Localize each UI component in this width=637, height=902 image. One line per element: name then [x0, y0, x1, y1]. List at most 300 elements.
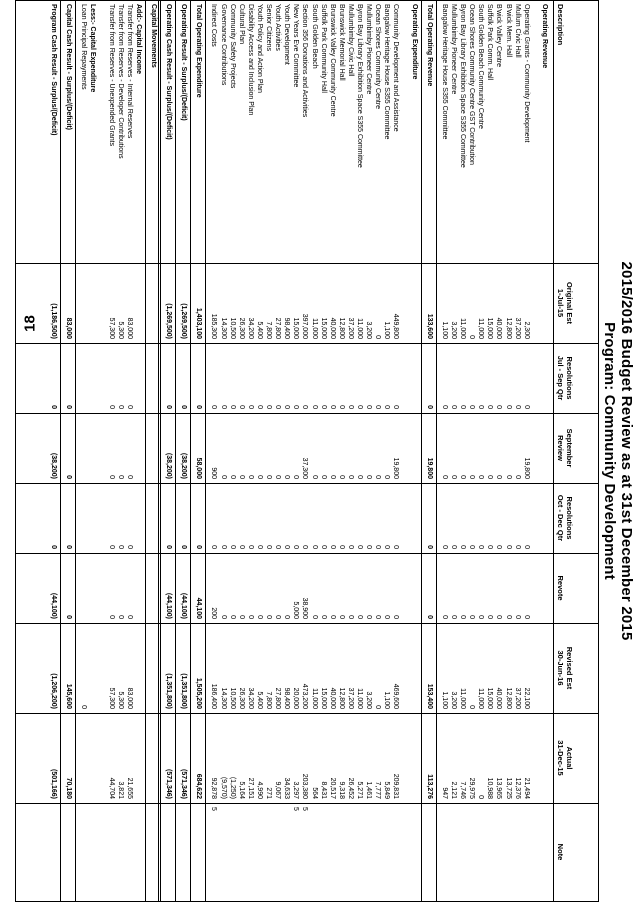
header-original-est: Original Est 1-Jul-15	[556, 281, 574, 325]
row-value: 11,000	[477, 318, 485, 339]
row-value: 0	[477, 545, 485, 549]
row-value: 0	[459, 545, 467, 549]
row-value: 0	[328, 475, 336, 479]
header-september-review: September Review	[556, 428, 574, 468]
row-value: 0	[513, 405, 521, 409]
header-revote: Revote	[556, 575, 566, 601]
row-value: (571,346)	[165, 769, 173, 799]
row-value: 0	[356, 615, 364, 619]
row-value: 0	[237, 475, 245, 479]
row-value: 0	[292, 545, 300, 549]
row-value: 2,300	[522, 321, 530, 339]
row-value: 0	[265, 615, 273, 619]
row-value: 0	[246, 405, 254, 409]
row-value: 3,200	[450, 321, 457, 339]
row-value: 44,704	[107, 777, 115, 799]
row-value: 0	[125, 405, 133, 409]
row-value: 0	[319, 615, 327, 619]
table-row	[424, 1, 433, 901]
row-description: South Golden Beach Community Centre	[477, 4, 485, 129]
row-value: 0	[65, 545, 73, 549]
row-note: 5	[210, 807, 218, 811]
row-value: 0	[328, 615, 336, 619]
row-value: 0	[195, 545, 203, 549]
row-value: 0	[486, 545, 494, 549]
row-value: 0	[319, 405, 327, 409]
row-value: 0	[165, 405, 173, 409]
row-value: 40,000	[328, 687, 336, 709]
row-description: Senior Citizens	[265, 4, 273, 52]
row-description: Youth Activities	[274, 4, 282, 51]
row-value: 83,000	[65, 317, 73, 339]
table-row	[494, 1, 503, 901]
row-value: 26,300	[237, 687, 245, 709]
row-value: 0	[265, 405, 273, 409]
row-value: 3,200	[450, 691, 457, 709]
row-value: 0	[274, 405, 282, 409]
row-value: 0	[374, 545, 382, 549]
header-description: Description	[556, 4, 566, 46]
table-row	[391, 1, 400, 901]
row-value: 0	[450, 475, 457, 479]
row-value: 0	[228, 405, 236, 409]
row-value: 15,000	[292, 317, 300, 339]
row-value: 0	[180, 405, 188, 409]
row-description: Transfer from Reserves - Unexpended Grants	[107, 4, 115, 147]
row-value: 0	[468, 405, 476, 409]
row-rule	[421, 1, 422, 901]
row-value: 0	[310, 545, 318, 549]
row-value: 0	[337, 405, 345, 409]
row-description: Operating Expenditure	[410, 4, 418, 80]
row-value: 34,200	[246, 317, 254, 339]
row-value: 21,655	[125, 777, 133, 799]
row-value: 92,878	[210, 777, 218, 799]
row-value: 0	[219, 615, 227, 619]
row-value: 37,200	[347, 687, 354, 709]
row-value: (9,570)	[219, 776, 227, 799]
row-value: (571,346)	[180, 769, 188, 799]
row-value: 0	[459, 405, 467, 409]
row-value: 900	[210, 467, 218, 479]
row-value: 22,100	[522, 687, 530, 709]
table-row	[273, 1, 282, 901]
row-value: (501,166)	[50, 769, 58, 799]
table-row	[309, 1, 318, 901]
table-row	[149, 1, 158, 901]
row-value: (44,100)	[165, 592, 173, 619]
row-value: 12,800	[337, 317, 345, 339]
row-value: 2,121	[450, 781, 457, 799]
row-value: 0	[440, 545, 448, 549]
row-value: 0	[383, 615, 391, 619]
table-row	[255, 1, 264, 901]
row-value: 0	[440, 475, 448, 479]
row-value: 0	[301, 545, 309, 549]
row-value: 9,067	[274, 781, 282, 799]
table-row	[530, 1, 539, 901]
row-description: Mullumbimby Civic Hall	[347, 4, 354, 77]
row-value: 0	[356, 545, 364, 549]
table-row	[97, 1, 106, 901]
row-description: Transfer from Reserves - Internal Reserves	[125, 4, 133, 139]
row-value: 145,600	[65, 683, 73, 709]
table-row	[194, 1, 203, 901]
row-value: 26,452	[347, 777, 354, 799]
row-description: Total Operating Revenue	[425, 4, 433, 87]
row-value: 0	[450, 545, 457, 549]
row-value: 15,000	[486, 317, 494, 339]
row-value: 0	[356, 405, 364, 409]
row-value: 5,164	[237, 781, 245, 799]
row-value: 12,800	[504, 687, 512, 709]
row-value: 0	[125, 545, 133, 549]
row-value: 11,000	[459, 688, 467, 709]
row-rule	[75, 1, 76, 901]
row-value: 5,000	[292, 601, 300, 619]
row-value: 3,200	[365, 321, 373, 339]
row-value: 3,821	[116, 781, 124, 799]
table-row	[218, 1, 227, 901]
row-value: (44,100)	[180, 592, 188, 619]
row-value: 0	[365, 615, 373, 619]
row-value: 0	[219, 545, 227, 549]
table-row	[115, 1, 124, 901]
row-value: 0	[522, 545, 530, 549]
row-value: 0	[116, 405, 124, 409]
row-value: 0	[468, 475, 476, 479]
row-value: 7,800	[265, 321, 273, 339]
row-value: 0	[319, 545, 327, 549]
row-description: Operating Result - Surplus/(Deficit)	[180, 4, 188, 121]
table-row	[467, 1, 476, 901]
row-value: 0	[265, 475, 273, 479]
row-value: 0	[310, 615, 318, 619]
row-value: 3,200	[365, 691, 373, 709]
row-value: 0	[125, 615, 133, 619]
row-value: 0	[337, 475, 345, 479]
row-value: 0	[256, 545, 263, 549]
row-value: 0	[283, 615, 291, 619]
row-value: 9,318	[337, 781, 345, 799]
header-actual: Actual 31-Dec-15	[556, 740, 574, 776]
row-value: 0	[425, 545, 433, 549]
row-description: Loan Principal Repayments	[80, 4, 88, 90]
page-number: 18	[21, 315, 39, 332]
row-rule	[175, 1, 176, 901]
table-row	[512, 1, 521, 901]
row-value: 0	[392, 545, 400, 549]
table-row	[264, 1, 273, 901]
row-description: Mullumbimby Pioneer Centre	[365, 4, 373, 95]
row-description: Indirect Costs	[210, 4, 218, 47]
row-description: Mullum Civic Hall	[513, 4, 521, 58]
row-value: 57,300	[107, 317, 115, 339]
row-value: 0	[468, 615, 476, 619]
table-row	[291, 1, 300, 901]
row-value: 0	[347, 405, 354, 409]
row-value: 0	[522, 405, 530, 409]
row-value: 0	[504, 615, 512, 619]
row-value: 0	[246, 545, 254, 549]
row-value: 14,300	[219, 317, 227, 339]
row-value: 0	[228, 615, 236, 619]
header-rule	[553, 1, 554, 901]
row-value: 0	[486, 405, 494, 409]
row-rule	[145, 1, 146, 901]
row-description: Mullumbimby Pioneer Centre	[450, 4, 457, 95]
row-value: 0	[292, 475, 300, 479]
row-value: 0	[504, 475, 512, 479]
row-value: 5,300	[116, 691, 124, 709]
table-row	[179, 1, 188, 901]
row-value: 0	[310, 405, 318, 409]
header-note: Note	[556, 843, 566, 861]
row-value: 0	[365, 475, 373, 479]
row-value: 11,000	[459, 318, 467, 339]
row-rule	[436, 1, 437, 901]
table-row	[209, 1, 218, 901]
row-value: 0	[125, 475, 133, 479]
table-row	[521, 1, 530, 901]
row-value: 34,200	[246, 687, 254, 709]
row-value: 98,400	[283, 687, 291, 709]
row-description: Ocean Shores Community Centre GST Contribution	[468, 4, 476, 165]
row-value: 0	[246, 475, 254, 479]
row-value: 3,297	[292, 781, 300, 799]
row-value: 8,431	[319, 781, 327, 799]
table-row	[449, 1, 458, 901]
row-value: 4,990	[256, 781, 263, 799]
table-row	[49, 1, 58, 901]
row-description: B'wick Valley Centre	[495, 4, 503, 68]
row-value: 34,633	[283, 777, 291, 799]
row-value: 21,494	[522, 777, 530, 799]
row-value: 83,000	[125, 317, 133, 339]
row-note: 5	[292, 807, 300, 811]
row-description: Youth Policy and Action Plan	[256, 4, 263, 93]
row-value: 27,800	[274, 687, 282, 709]
table-row	[346, 1, 355, 901]
row-value: 0	[219, 475, 227, 479]
row-description: New Years Eve Committee	[292, 4, 300, 88]
row-value: 0	[374, 615, 382, 619]
row-value: 564	[310, 787, 318, 799]
row-value: 203,380	[301, 773, 309, 799]
row-value: 12,800	[337, 687, 345, 709]
row-value: 0	[504, 405, 512, 409]
row-value: (38,200)	[165, 452, 173, 479]
row-description: Bangalow Heritage House S355 Committee	[440, 4, 448, 140]
row-value: 0	[274, 475, 282, 479]
row-description: Bangalow Heritage House S355 Committee	[383, 4, 391, 140]
row-value: 0	[477, 405, 485, 409]
row-value: 20,000	[292, 687, 300, 709]
row-value: 10,988	[486, 777, 494, 799]
row-value: 271	[265, 787, 273, 799]
table-row	[355, 1, 364, 901]
row-value: (1,269,500)	[180, 303, 188, 339]
table-row	[336, 1, 345, 901]
row-value: 0	[301, 405, 309, 409]
row-value: 37,200	[513, 687, 521, 709]
row-value: 0	[383, 405, 391, 409]
row-rule	[60, 1, 61, 901]
table-row	[476, 1, 485, 901]
row-value: 0	[237, 405, 245, 409]
row-value: 12,800	[504, 317, 512, 339]
row-value: (1,186,500)	[50, 303, 58, 339]
row-value: 0	[440, 405, 448, 409]
table-row	[540, 1, 549, 901]
table-row	[458, 1, 467, 901]
row-value: 449,800	[392, 313, 400, 339]
row-value: 397,000	[301, 313, 309, 339]
row-value: 0	[337, 545, 345, 549]
row-value: 0	[80, 705, 88, 709]
page-title: 2015/2016 Budget Review as at 31st December 2015	[618, 261, 635, 641]
row-rule	[205, 1, 206, 901]
row-value: 1,461	[365, 781, 373, 799]
row-value: 0	[495, 615, 503, 619]
row-value: 0	[425, 615, 433, 619]
row-value: 0	[468, 545, 476, 549]
row-value: 37,300	[301, 457, 309, 479]
row-value: 0	[392, 615, 400, 619]
row-value: 0	[383, 545, 391, 549]
row-description: Suffolk Park Community Hall	[319, 4, 327, 93]
row-value: 1,100	[383, 321, 391, 339]
row-value: 11,000	[310, 688, 318, 709]
row-value: 70,180	[65, 777, 73, 799]
row-value: (38,200)	[50, 452, 58, 479]
row-value: 0	[210, 405, 218, 409]
row-value: 0	[450, 405, 457, 409]
row-value: (1,351,800)	[180, 673, 188, 709]
row-value: 27,800	[274, 317, 282, 339]
row-value: 0	[180, 545, 188, 549]
row-value: 186,400	[210, 683, 218, 709]
row-value: 14,300	[219, 687, 227, 709]
row-value: 37,200	[513, 317, 521, 339]
row-value: 0	[337, 615, 345, 619]
table-row	[245, 1, 254, 901]
row-value: 26,300	[237, 317, 245, 339]
row-description: Governance Contributions	[219, 4, 227, 86]
row-value: 37,200	[347, 317, 354, 339]
row-value: 0	[374, 475, 382, 479]
row-value: 0	[65, 405, 73, 409]
table-row	[327, 1, 336, 901]
row-value: 11,000	[356, 318, 364, 339]
row-value: (44,100)	[50, 592, 58, 619]
row-value: 0	[165, 545, 173, 549]
row-value: 0	[392, 405, 400, 409]
row-value: 0	[383, 475, 391, 479]
row-description: Capital Cash Result - Surplus/(Deficit)	[65, 4, 73, 131]
row-value: 7,800	[265, 691, 273, 709]
table-row	[300, 1, 309, 901]
row-value: 19,800	[425, 457, 433, 479]
row-value: 0	[210, 545, 218, 549]
row-value: 40,000	[328, 317, 336, 339]
row-description: Disability Access and Inclusion Plan	[246, 4, 254, 116]
table-row	[400, 1, 409, 901]
row-value: 0	[246, 615, 254, 619]
row-description: Total Operating Expenditure	[195, 4, 203, 98]
row-value: 12,376	[513, 777, 521, 799]
row-value: 15,000	[486, 687, 494, 709]
row-value: 0	[468, 335, 476, 339]
row-description: Community Development and Assistance	[392, 4, 400, 132]
row-value: 0	[477, 475, 485, 479]
table-row	[88, 1, 97, 901]
table-row	[79, 1, 88, 901]
row-value: 0	[107, 545, 115, 549]
row-value: 7,777	[374, 781, 382, 799]
header-resolutions-jul-sep: Resolutions Jul - Sep Qtr	[556, 355, 574, 401]
row-value: 83,000	[125, 687, 133, 709]
row-value: 0	[116, 615, 124, 619]
row-value: 0	[347, 475, 354, 479]
table-row	[485, 1, 494, 901]
table-row	[318, 1, 327, 901]
row-value: 10,500	[228, 317, 236, 339]
row-value: 5,849	[383, 781, 391, 799]
header-revised-est: Revised Est 30-Jun-16	[556, 646, 574, 690]
row-description: South Golden Beach	[310, 4, 318, 69]
row-value: 40,000	[495, 317, 503, 339]
row-value: 0	[256, 475, 263, 479]
row-value: 0	[283, 405, 291, 409]
row-value: 1,505,200	[195, 677, 203, 709]
row-value: 0	[477, 795, 485, 799]
row-rule	[190, 1, 191, 901]
row-value: 0	[195, 405, 203, 409]
row-value: 133,600	[425, 313, 433, 339]
row-value: 0	[50, 545, 58, 549]
row-value: 0	[347, 615, 354, 619]
table-row	[134, 1, 143, 901]
row-description: Capital Movements	[150, 4, 158, 68]
row-description: Byron Bay Library Exhibition Space S355 Committee	[459, 4, 467, 168]
double-rule	[158, 1, 161, 901]
budget-table	[15, 0, 599, 902]
row-value: 0	[319, 475, 327, 479]
row-value: 947	[440, 787, 448, 799]
row-value: 0	[477, 615, 485, 619]
row-value: 0	[504, 545, 512, 549]
row-value: 0	[486, 615, 494, 619]
row-value: 0	[450, 615, 457, 619]
row-value: 10,500	[228, 687, 236, 709]
row-value: 5,300	[116, 321, 124, 339]
table-row	[106, 1, 115, 901]
row-value: 0	[347, 545, 354, 549]
row-value: 13,965	[495, 777, 503, 799]
row-value: 5,400	[256, 321, 263, 339]
row-value: 7,746	[459, 781, 467, 799]
row-description: Less:- Capital Expenditure	[89, 4, 97, 93]
row-value: 0	[513, 615, 521, 619]
row-value: 0	[365, 405, 373, 409]
row-value: 0	[228, 545, 236, 549]
row-description: Brunswick Valley Community Centre	[328, 4, 336, 117]
row-value: 0	[265, 545, 273, 549]
row-value: 57,300	[107, 687, 115, 709]
row-value: 0	[65, 615, 73, 619]
row-value: 15,000	[319, 317, 327, 339]
